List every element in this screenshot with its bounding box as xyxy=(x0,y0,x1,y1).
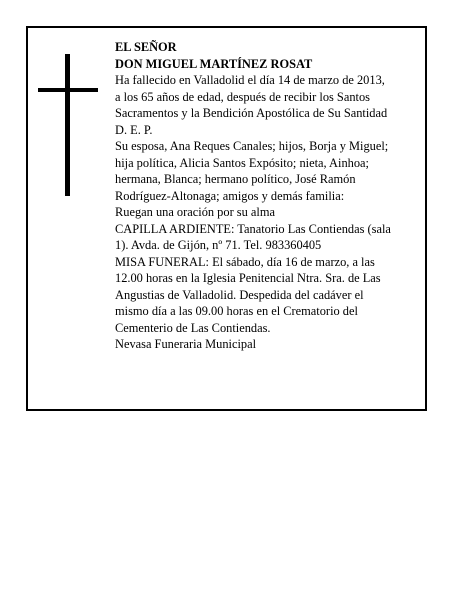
notice-line-age: a los 65 años de edad, después de recibir los Santos xyxy=(115,89,370,104)
cross-horizontal-bar xyxy=(38,88,98,92)
cross-vertical-bar xyxy=(65,54,70,196)
notice-line-family-4: Rodríguez-Altonaga; amigos y demás familia: xyxy=(115,188,345,203)
notice-line-funeral-4: mismo día a las 09.00 horas en el Crematorio del xyxy=(115,304,358,318)
latin-cross-icon xyxy=(38,54,98,196)
notice-line-prayer: Ruegan una oración por su alma xyxy=(115,205,275,219)
notice-line-death: Ha fallecido en Valladolid el día 14 de marzo de 2013, xyxy=(115,73,385,87)
notice-heading: EL SEÑOR xyxy=(115,40,177,54)
funeral-home-name: Nevasa Funeraria Municipal xyxy=(115,337,257,351)
notice-line-family-1: Su esposa, Ana Reques Canales; hijos, Borja y Miguel; xyxy=(115,139,389,153)
deceased-name: DON MIGUEL MARTÍNEZ ROSAT xyxy=(115,56,313,71)
notice-line-sacraments: Sacramentos y la Bendición Apostólica de Su Santidad xyxy=(115,106,388,120)
notice-line-funeral-2: 12.00 horas en la Iglesia Penitencial Ntra. Sra. de Las xyxy=(115,271,381,285)
notice-line-funeral-5: Cementerio de Las Contiendas. xyxy=(115,320,271,335)
notice-line-family-2: hija política, Alicia Santos Expósito; nieta, Ainhoa; xyxy=(115,155,369,170)
notice-line-rip: D. E. P. xyxy=(115,122,153,137)
obituary-text xyxy=(115,39,425,353)
notice-line-funeral-1: MISA FUNERAL: El sábado, día 16 de marzo, a las xyxy=(115,254,375,269)
notice-line-chapel-1: CAPILLA ARDIENTE: Tanatorio Las Contiendas (sala xyxy=(115,221,391,236)
notice-line-funeral-3: Angustias de Valladolid. Despedida del cadáver el xyxy=(115,287,364,302)
notice-line-family-3: hermana, Blanca; hermano político, José Ramón xyxy=(115,172,356,186)
notice-line-chapel-2: 1). Avda. de Gijón, nº 71. Tel. 983360405 xyxy=(115,238,322,252)
